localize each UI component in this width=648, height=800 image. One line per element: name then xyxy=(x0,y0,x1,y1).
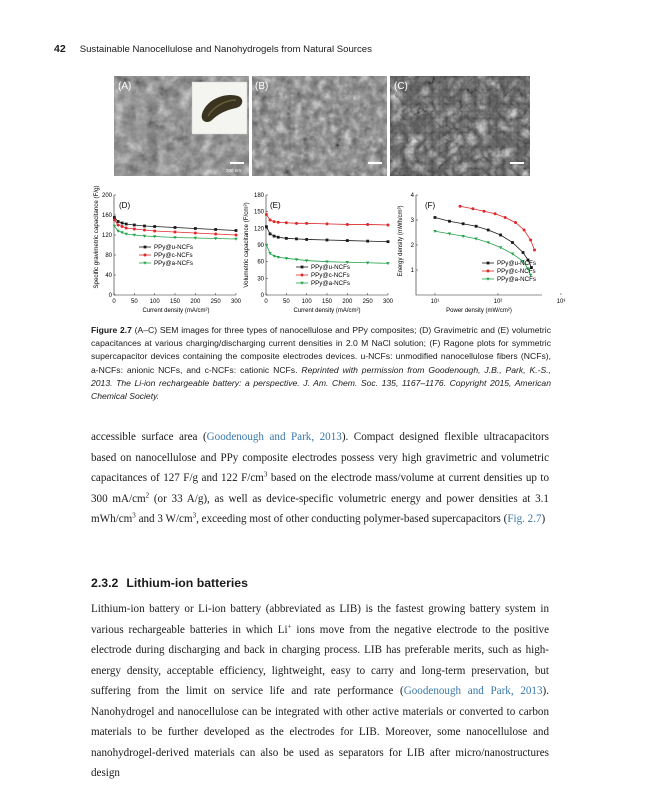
f-legend-marker xyxy=(487,270,490,273)
d-legend-entry: PPy@a-NCFs xyxy=(154,260,193,268)
running-header xyxy=(54,43,372,55)
f-data-point xyxy=(471,207,474,210)
e-xtick-label: 300 xyxy=(382,299,394,305)
d-data-point xyxy=(133,224,136,227)
p2-text-b: ions move from the negative electrode to the positive electrode during discharging and back in charging process. LIB has preferable merits, such as high-energy density, acceptable efficiency, lightweight, easy to carry and long-term preservation, but suffering from the limit on service life and rate performance ( xyxy=(91,623,549,697)
d-data-point xyxy=(143,225,146,228)
f-legend-marker xyxy=(487,262,490,265)
f-data-point xyxy=(529,239,532,242)
caption-credit: Reprinted with permission from Goodenough, J.B., Park, K.-S., 2013. The Li-ion rechargeable battery: a perspective. J. Am. Chem. Soc. 135, 1167–1176. Copyright 2015, American Chemical Society. xyxy=(91,364,552,402)
p1-text-f: , exceeding most of other conducting polymer-based supercapacitors ( xyxy=(196,513,508,525)
e-ytick-label: 30 xyxy=(257,276,264,283)
f-data-point xyxy=(434,216,437,219)
d-ytick-label: 120 xyxy=(101,233,112,239)
sem-label-b: (B) xyxy=(255,81,269,92)
sem-label-c: (C) xyxy=(394,81,408,92)
d-ytick-label: 200 xyxy=(101,193,112,199)
p1-sup-3: 3 xyxy=(132,511,136,520)
p1-text-d: (or 33 A/g), as well as device-specific volumetric energy and power densities at 3.1 mWh/cm xyxy=(91,492,549,525)
d-ylabel: Specific gravimetric capacitance (F/g) xyxy=(93,185,100,289)
f-data-point xyxy=(533,249,536,252)
f-data-point xyxy=(504,216,507,219)
d-xtick-label: 100 xyxy=(149,299,160,305)
f-legend-entry: PPy@a-NCFs xyxy=(497,276,536,284)
sem-labels xyxy=(114,76,530,176)
panel-d xyxy=(93,185,242,314)
running-title: Sustainable Nanocellulose and Nanohydrogels from Natural Sources xyxy=(79,44,372,55)
figure-ref-link[interactable]: Fig. 2.7 xyxy=(507,513,542,525)
d-xtick-label: 50 xyxy=(130,299,138,305)
f-data-point xyxy=(475,225,478,228)
e-data-point xyxy=(346,223,349,226)
e-data-point xyxy=(268,252,271,255)
e-data-point xyxy=(285,221,288,224)
e-data-point xyxy=(265,225,268,228)
e-data-point xyxy=(387,240,390,243)
d-ytick-label: 40 xyxy=(105,273,112,279)
f-ytick-label: 3 xyxy=(410,218,414,224)
caption-text: (A–C) SEM images for three types of nanocellulose and PPy composites; (D) Gravimetric and (E) volumetric capacitances at various charging/discharging current densities in 2.0 M NaCl solution; (F) Ragone plots for symmetric supercapacitor devices containing the composite electrodes devices. u-NCFs: unmodified nanocellulose fibers (NCFs), a-NCFs: anionic NCFs, and c-NCFs: cationic NCFs. xyxy=(91,325,551,375)
p2-sup-1: + xyxy=(287,621,292,630)
f-ylabel: Energy density (mWh/cm³) xyxy=(398,205,404,277)
d-ytick-label: 160 xyxy=(101,213,112,219)
capacitance-plots xyxy=(93,185,566,315)
f-ytick-label: 2 xyxy=(410,243,414,249)
d-xlabel: Current density (mA/cm²) xyxy=(142,308,210,314)
e-data-point xyxy=(326,222,329,225)
e-data-point xyxy=(387,224,390,227)
d-data-point xyxy=(235,229,238,232)
figure-caption xyxy=(91,324,551,403)
p1-text-b: ). Compact designed flexible ultracapacitors based on nanocellulose and PPy composite electrodes possess very high gravimetric and volumetric capacitances of 127 F/g and 122 F/cm xyxy=(91,431,549,484)
e-ytick-label: 120 xyxy=(253,226,264,233)
f-data-point xyxy=(522,251,525,254)
d-data-point xyxy=(113,219,116,222)
e-data-point xyxy=(277,236,280,239)
sem-scale-label: 200 nm xyxy=(226,168,242,173)
f-data-point xyxy=(511,241,514,244)
f-ytick-label: 4 xyxy=(410,193,414,199)
e-data-point xyxy=(295,222,298,225)
panel-e xyxy=(243,193,394,314)
d-data-point xyxy=(125,223,128,226)
e-ytick-label: 180 xyxy=(253,193,264,199)
d-xtick-label: 0 xyxy=(112,299,116,305)
section-title: Lithium-ion batteries xyxy=(126,576,248,590)
d-data-point xyxy=(153,225,156,228)
e-data-point xyxy=(295,237,298,240)
figure-label: Figure 2.7 xyxy=(91,325,132,335)
d-legend-entry: PPy@u-NCFs xyxy=(154,244,193,252)
e-xtick-label: 100 xyxy=(301,299,312,305)
f-legend-entry: PPy@c-NCFs xyxy=(497,268,536,276)
p2-text-c: ). Nanohydrogel and nanocellulose can be integrated with other active materials or converted to carbon materials to be further developed as the electrodes for LIB. Moreover, some nanocellulose and nanohydrogel-derived materials can also be used as separators for LIB after micro/nanostructures design xyxy=(91,685,549,779)
f-data-point xyxy=(494,212,497,215)
f-data-point xyxy=(448,220,451,223)
d-legend-marker xyxy=(144,246,147,249)
f-xtick-label: 10¹ xyxy=(430,299,440,305)
f-panel-label: (F) xyxy=(425,201,436,210)
d-legend-marker xyxy=(144,254,147,257)
f-xtick-label: 10³ xyxy=(556,299,566,305)
p1-text-c: based on the electrode mass/volume at current densities up to 300 mA/cm xyxy=(91,472,549,505)
d-data-point xyxy=(121,225,124,228)
page-number: 42 xyxy=(54,43,66,55)
d-data-point xyxy=(133,228,136,231)
panel-f xyxy=(398,193,565,314)
e-xtick-label: 250 xyxy=(362,299,373,305)
e-data-point xyxy=(366,240,369,243)
d-ytick-label: 80 xyxy=(105,253,112,259)
e-data-point xyxy=(277,221,280,224)
e-panel-label: (E) xyxy=(270,201,281,210)
d-data-point xyxy=(121,222,124,225)
e-data-point xyxy=(346,239,349,242)
e-ytick-label: 90 xyxy=(257,243,264,249)
e-data-point xyxy=(269,219,272,222)
p1-text-a: accessible surface area ( xyxy=(91,431,207,443)
p1-sup-1: 3 xyxy=(263,470,268,479)
section-heading xyxy=(91,576,248,590)
d-data-point xyxy=(194,227,197,230)
f-xtick-label: 10² xyxy=(493,299,503,305)
e-xtick-label: 200 xyxy=(342,299,353,305)
e-data-point xyxy=(265,213,268,216)
d-ytick-label: 0 xyxy=(108,293,112,299)
p1-text-g: ) xyxy=(541,513,546,525)
d-data-point xyxy=(117,224,120,227)
e-xtick-label: 50 xyxy=(282,299,290,305)
e-data-point xyxy=(273,235,276,238)
d-xtick-label: 300 xyxy=(230,299,242,305)
p1-sup-4: 3 xyxy=(192,511,197,520)
d-data-point xyxy=(143,229,146,232)
d-data-point xyxy=(235,234,238,237)
e-ytick-label: 60 xyxy=(257,259,264,266)
e-data-point xyxy=(305,238,308,241)
d-legend-entry: PPy@c-NCFs xyxy=(154,252,193,260)
d-xtick-label: 250 xyxy=(210,299,221,305)
f-ytick-label: 1 xyxy=(410,268,414,274)
section-number: 2.3.2 xyxy=(91,576,119,590)
p2-text-a: Lithium-ion battery or Li-ion battery (abbreviated as LIB) is the fastest growing battery system in various rechargeable batteries in which Li xyxy=(91,603,549,636)
f-data-point xyxy=(487,229,490,232)
body-paragraph-1 xyxy=(91,427,549,530)
e-data-point xyxy=(366,223,369,226)
d-data-point xyxy=(113,216,116,219)
e-legend-entry: PPy@a-NCFs xyxy=(311,280,350,288)
e-ytick-label: 0 xyxy=(260,293,264,299)
e-data-point xyxy=(305,222,308,225)
d-data-point xyxy=(174,226,177,229)
d-panel-label: (D) xyxy=(119,201,131,210)
e-legend-entry: PPy@c-NCFs xyxy=(311,272,350,280)
e-xtick-label: 150 xyxy=(321,299,333,305)
e-data-point xyxy=(326,239,329,242)
e-legend-marker xyxy=(301,274,304,277)
f-xlabel: Power density (mW/cm²) xyxy=(446,308,512,314)
f-data-point xyxy=(523,229,526,232)
e-data-point xyxy=(269,232,272,235)
f-data-point xyxy=(459,205,462,208)
e-data-point xyxy=(265,244,268,247)
e-data-point xyxy=(285,237,288,240)
d-data-point xyxy=(214,228,217,231)
e-xlabel: Current density (mA/cm²) xyxy=(293,308,361,314)
f-data-point xyxy=(514,221,517,224)
e-ytick-label: 150 xyxy=(253,209,264,216)
d-xtick-label: 150 xyxy=(169,299,181,305)
d-data-point xyxy=(194,232,197,235)
body-paragraph-2 xyxy=(91,599,549,784)
f-data-point xyxy=(511,253,514,256)
p1-sup-2: 2 xyxy=(145,490,150,499)
e-legend-marker xyxy=(301,266,304,269)
e-data-point xyxy=(273,220,276,223)
f-data-point xyxy=(482,210,485,213)
d-xtick-label: 200 xyxy=(190,299,201,305)
sem-label-a: (A) xyxy=(118,81,132,92)
p1-text-e: and 3 W/cm xyxy=(135,513,193,525)
d-data-point xyxy=(174,231,177,234)
sem-image-row xyxy=(114,76,530,176)
e-xtick-label: 0 xyxy=(264,299,268,305)
e-ylabel: Volumetric capacitance (F/cm³) xyxy=(243,202,250,288)
e-legend-entry: PPy@u-NCFs xyxy=(311,264,350,272)
d-data-point xyxy=(125,227,128,230)
citation-link-1[interactable]: Goodenough and Park, 2013 xyxy=(206,431,342,443)
f-data-point xyxy=(499,234,502,237)
citation-link-2[interactable]: Goodenough and Park, 2013 xyxy=(403,685,543,697)
d-data-point xyxy=(153,230,156,233)
f-series-line xyxy=(460,206,534,250)
d-data-point xyxy=(214,233,217,236)
f-data-point xyxy=(462,222,465,225)
d-data-point xyxy=(117,220,120,223)
f-legend-entry: PPy@u-NCFs xyxy=(497,260,536,268)
